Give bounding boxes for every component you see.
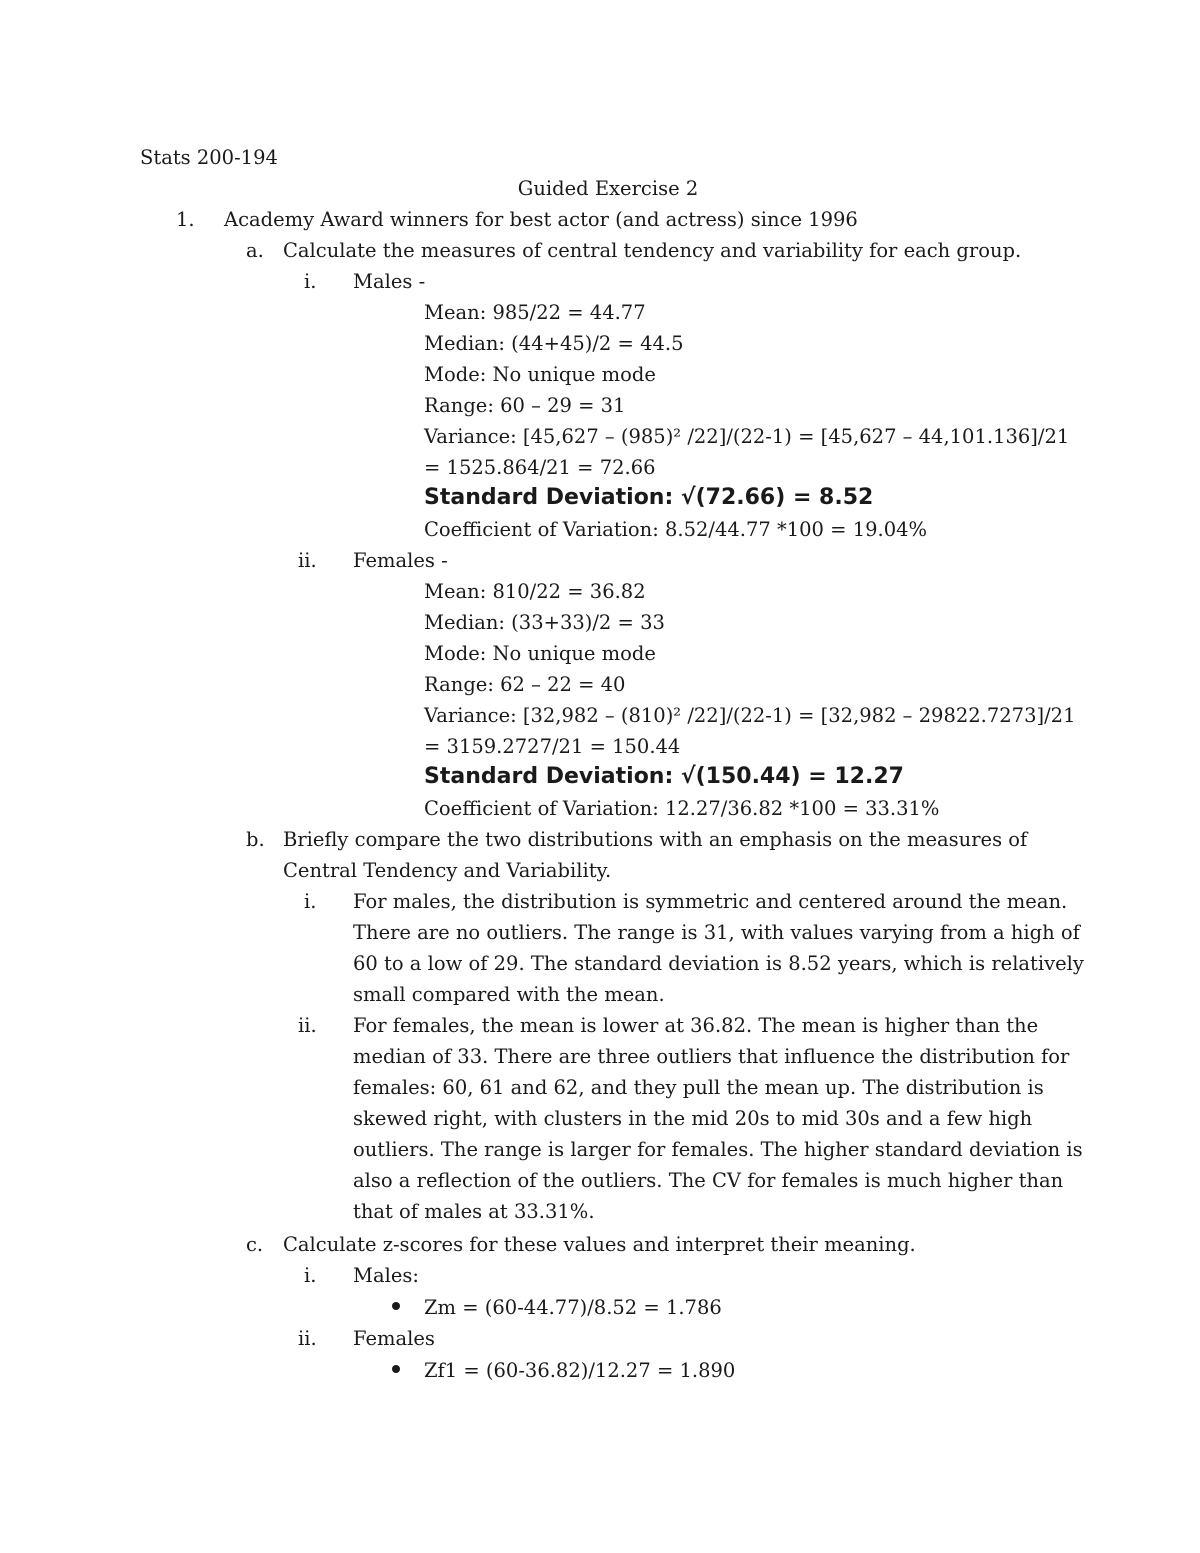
- qb-males-line: 60 to a low of 29. The standard deviation is 8.52 years, which is relatively: [353, 952, 1084, 975]
- males-mean: Mean: 985/22 = 44.77: [424, 301, 646, 324]
- qb-females-label: ii.: [298, 1014, 317, 1037]
- qb-females-line: median of 33. There are three outliers that influence the distribution for: [353, 1045, 1070, 1068]
- qa-males-heading: Males -: [353, 270, 426, 293]
- qb-males-label: i.: [304, 890, 317, 913]
- bullet-icon: [392, 1302, 400, 1310]
- males-variance-line1: Variance: [45,627 – (985)² /22]/(22-1) = [45,627 – 44,101.136]/21: [424, 425, 1070, 448]
- qb-label: b.: [246, 828, 265, 851]
- females-variance-line2: = 3159.2727/21 = 150.44: [424, 735, 681, 758]
- bullet-icon: [392, 1365, 400, 1373]
- males-standard-deviation: Standard Deviation: √(72.66) = 8.52: [424, 485, 874, 510]
- qc-males-label: i.: [304, 1264, 317, 1287]
- qc-females-label: ii.: [298, 1327, 317, 1350]
- females-mean: Mean: 810/22 = 36.82: [424, 580, 646, 603]
- qc-males-heading: Males:: [353, 1264, 419, 1287]
- females-variance-line1: Variance: [32,982 – (810)² /22]/(22-1) = [32,982 – 29822.7273]/21: [424, 704, 1076, 727]
- females-range: Range: 62 – 22 = 40: [424, 673, 626, 696]
- qc-females-heading: Females: [353, 1327, 435, 1350]
- qa-females-label: ii.: [298, 549, 317, 572]
- males-z-score: Zm = (60-44.77)/8.52 = 1.786: [424, 1296, 722, 1319]
- males-median: Median: (44+45)/2 = 44.5: [424, 332, 684, 355]
- qa-males-label: i.: [304, 270, 317, 293]
- qc-label: c.: [246, 1233, 264, 1256]
- females-z-score: Zf1 = (60-36.82)/12.27 = 1.890: [424, 1359, 736, 1382]
- qc-text: Calculate z-scores for these values and interpret their meaning.: [283, 1233, 916, 1256]
- females-mode: Mode: No unique mode: [424, 642, 656, 665]
- qb-females-line: females: 60, 61 and 62, and they pull the mean up. The distribution is: [353, 1076, 1044, 1099]
- qb-females-line: also a reflection of the outliers. The CV for females is much higher than: [353, 1169, 1064, 1192]
- course-code: Stats 200-194: [140, 146, 278, 169]
- qb-males-line: small compared with the mean.: [353, 983, 665, 1006]
- page-title: Guided Exercise 2: [517, 177, 699, 200]
- males-range: Range: 60 – 29 = 31: [424, 394, 626, 417]
- qb-males-line: There are no outliers. The range is 31, with values varying from a high of: [353, 921, 1080, 944]
- females-median: Median: (33+33)/2 = 33: [424, 611, 665, 634]
- qa-label: a.: [246, 239, 264, 262]
- females-standard-deviation: Standard Deviation: √(150.44) = 12.27: [424, 764, 904, 789]
- males-coefficient-of-variation: Coefficient of Variation: 8.52/44.77 *100 = 19.04%: [424, 518, 928, 541]
- qb-females-line: that of males at 33.31%.: [353, 1200, 595, 1223]
- qb-text-line2: Central Tendency and Variability.: [283, 859, 612, 882]
- q1-text: Academy Award winners for best actor (and actress) since 1996: [224, 208, 858, 231]
- males-variance-line2: = 1525.864/21 = 72.66: [424, 456, 656, 479]
- qb-males-line: For males, the distribution is symmetric and centered around the mean.: [353, 890, 1068, 913]
- qb-females-line: skewed right, with clusters in the mid 20s to mid 30s and a few high: [353, 1107, 1033, 1130]
- qa-females-heading: Females -: [353, 549, 448, 572]
- males-mode: Mode: No unique mode: [424, 363, 656, 386]
- qb-text-line1: Briefly compare the two distributions with an emphasis on the measures of: [283, 828, 1028, 851]
- q1-number: 1.: [176, 208, 195, 231]
- females-coefficient-of-variation: Coefficient of Variation: 12.27/36.82 *100 = 33.31%: [424, 797, 940, 820]
- qb-females-line: outliers. The range is larger for females. The higher standard deviation is: [353, 1138, 1083, 1161]
- qa-text: Calculate the measures of central tendency and variability for each group.: [283, 239, 1022, 262]
- qb-females-line: For females, the mean is lower at 36.82. The mean is higher than the: [353, 1014, 1039, 1037]
